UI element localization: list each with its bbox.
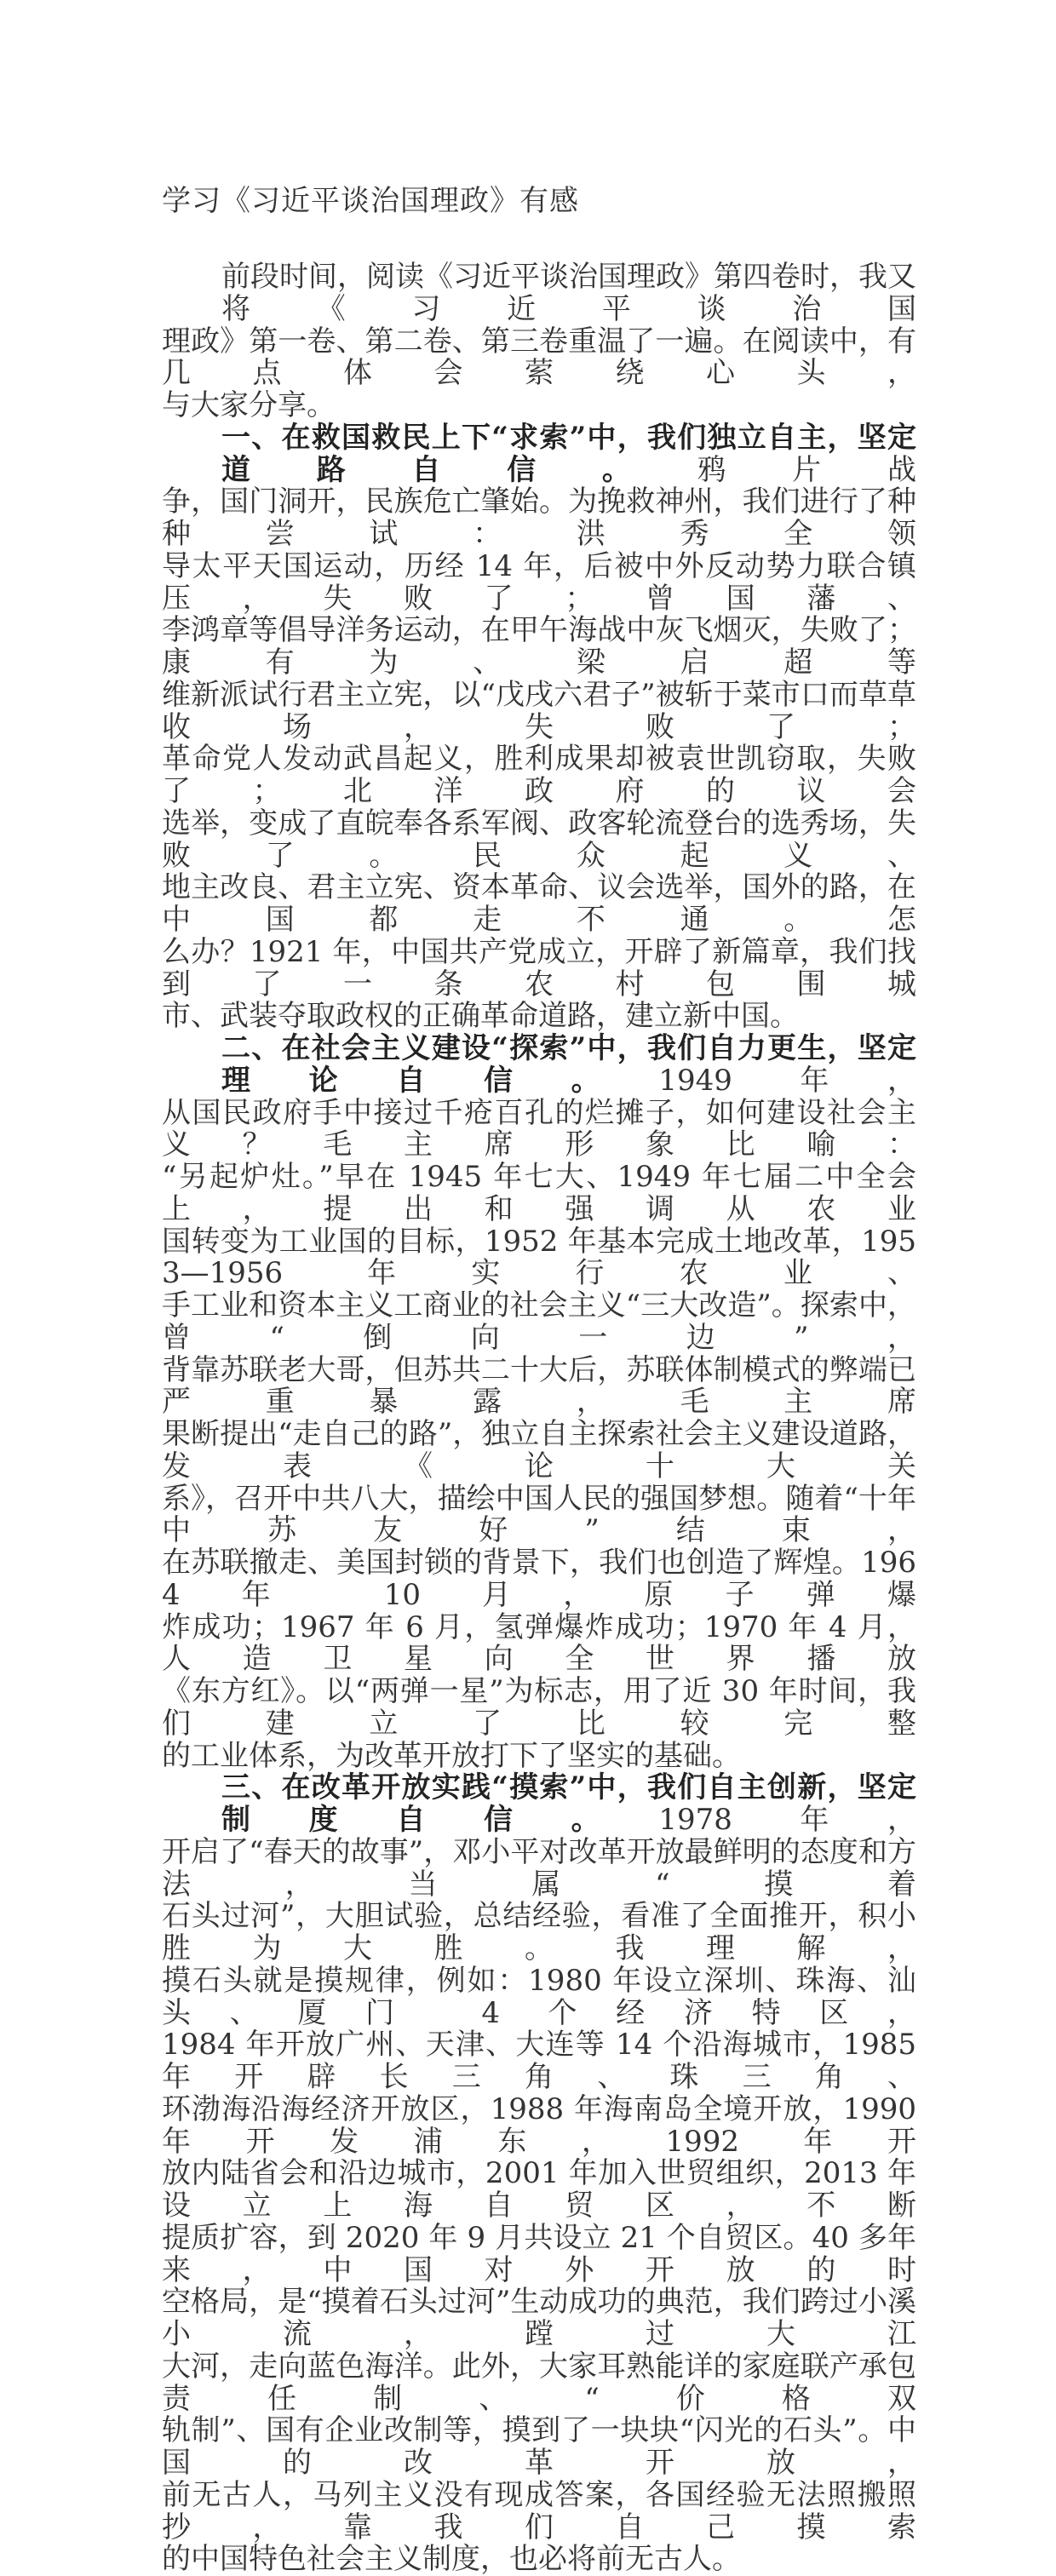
line-text: 石头过河”，大胆试验，总结经验，看准了全面推开，积小胜为大胜。我理解， bbox=[162, 1899, 916, 1965]
text-line bbox=[162, 1001, 916, 1033]
text-line bbox=[162, 2286, 916, 2351]
paragraph bbox=[162, 1772, 916, 2576]
line-text: 空格局，是“摸着石头过河”生动成功的典范，我们跨过小溪小流，蹚过大江 bbox=[162, 2285, 916, 2351]
text-line bbox=[162, 1226, 916, 1291]
text-line bbox=[162, 1483, 916, 1548]
text-line bbox=[162, 2029, 916, 2094]
line-text: 1978 年， bbox=[658, 1803, 916, 1837]
paragraph bbox=[162, 261, 916, 422]
line-text: 么办？1921 年，中国共产党成立，开辟了新篇章，我们找到了一条农村包围城 bbox=[162, 934, 916, 1001]
text-line bbox=[162, 1676, 916, 1741]
line-text: 放内陆省会和沿边城市，2001 年加入世贸组织，2013 年设立上海自贸区，不断 bbox=[162, 2156, 916, 2223]
text-line bbox=[162, 422, 916, 487]
line-text: 维新派试行君主立宪，以“戊戌六君子”被斩于菜市口而草草收场，失败了； bbox=[162, 677, 916, 744]
line-text: 鸦片战 bbox=[697, 452, 917, 487]
line-text: 争，国门洞开，民族危亡肇始。为挽救神州，我们进行了种种尝试：洪秀全领 bbox=[162, 485, 916, 551]
line-text: 系》，召开中共八大，描绘中国人民的强国梦想。随着“十年中苏友好”结束， bbox=[162, 1481, 916, 1548]
line-text: 环渤海沿海经济开放区，1988 年海南岛全境开放，1990 年开发浦东，1992 年开 bbox=[162, 2091, 916, 2159]
text-line bbox=[162, 1352, 916, 1420]
text-line bbox=[162, 2351, 916, 2416]
text-line bbox=[162, 1547, 916, 1612]
line-text: 选举，变成了直皖奉各系军阀、政客轮流登台的选秀场，失败了。民众起义、 bbox=[162, 806, 916, 873]
line-text: 提质扩容，到 2020 年 9 月共设立 21 个自贸区。40 多年来，中国对外开放的时 bbox=[162, 2220, 916, 2287]
text-line bbox=[162, 548, 916, 616]
line-text: 理政》第一卷、第二卷、第三卷重温了一遍。在阅读中，有几点体会萦绕心头， bbox=[162, 324, 916, 391]
text-line bbox=[162, 326, 916, 391]
text-line bbox=[162, 1419, 916, 1483]
line-text: 大河，走向蓝色海洋。此外，大家耳熟能详的家庭联产承包责任制、“价格双 bbox=[162, 2349, 916, 2416]
line-text: 开启了“春天的故事”，邓小平对改革开放最鲜明的态度和方法，当属“摸着 bbox=[162, 1834, 916, 1902]
section-heading: 一、在救国救民上下“求索”中，我们独立自主，坚定道路自信。 bbox=[221, 420, 916, 487]
line-text: 地主改良、君主立宪、资本革命、议会选举，国外的路，在中国都走不通。怎 bbox=[162, 870, 916, 937]
line-text: 革命党人发动武昌起义，胜利成果却被袁世凯窃取，失败了；北洋政府的议会 bbox=[162, 742, 916, 808]
line-text: 与大家分享。 bbox=[162, 388, 336, 422]
text-line bbox=[162, 1290, 916, 1355]
text-line bbox=[162, 1609, 916, 1677]
line-text: 的工业体系，为改革开放打下了坚实的基础。 bbox=[162, 1738, 741, 1773]
text-line bbox=[162, 390, 916, 422]
line-text: 手工业和资本主义工商业的社会主义“三大改造”。探索中，曾“倒向一边”， bbox=[162, 1288, 916, 1355]
text-line bbox=[162, 677, 916, 744]
document-body bbox=[162, 261, 916, 2576]
text-line bbox=[162, 1965, 916, 2030]
text-line bbox=[162, 1901, 916, 1965]
line-text: 1949 年， bbox=[658, 1063, 916, 1098]
text-line bbox=[162, 2544, 916, 2576]
line-text: 摸石头就是摸规律，例如：1980 年设立深圳、珠海、汕头、厦门 4 个经济特区， bbox=[162, 1963, 916, 2030]
text-line bbox=[162, 2091, 916, 2159]
text-line bbox=[162, 2415, 916, 2480]
text-line bbox=[162, 1162, 916, 1226]
line-text: 在苏联撤走、美国封锁的背景下，我们也创造了辉煌。1964 年 10 月，原子弹爆 bbox=[162, 1546, 916, 1612]
text-line bbox=[162, 1738, 916, 1773]
line-text: 背靠苏联老大哥，但苏共二十大后，苏联体制模式的弊端已严重暴露，毛主席 bbox=[162, 1352, 916, 1420]
line-text: “另起炉灶。”早在 1945 年七大、1949 年七届二中全会上，提出和强调从农业 bbox=[162, 1160, 916, 1226]
paragraph bbox=[162, 1033, 916, 1772]
text-line bbox=[162, 2477, 916, 2544]
section-heading: 二、在社会主义建设“探索”中，我们自力更生，坚定理论自信。 bbox=[221, 1031, 916, 1098]
line-text: 1984 年开放广州、天津、大连等 14 个沿海城市，1985 年开辟长三角、珠三角、 bbox=[162, 2028, 916, 2094]
text-line bbox=[162, 1095, 916, 1162]
line-text: 国转变为工业国的目标，1952 年基本完成土地改革，1953—1956 年实行农业、 bbox=[162, 1224, 916, 1291]
line-text: 的中国特色社会主义制度，也必将前无古人。 bbox=[162, 2542, 741, 2576]
line-text: 《东方红》。以“两弹一星”为标志，用了近 30 年时间，我们建立了比较完整 bbox=[162, 1674, 916, 1741]
line-text: 果断提出“走自己的路”，独立自主探索社会主义建设道路，发表《论十大关 bbox=[162, 1417, 916, 1483]
line-text: 李鸿章等倡导洋务运动，在甲午海战中灰飞烟灭，失败了；康有为、梁启超等 bbox=[162, 613, 916, 680]
line-text: 炸成功；1967 年 6 月，氢弹爆炸成功；1970 年 4 月，人造卫星向全世界播放 bbox=[162, 1609, 916, 1677]
text-line bbox=[162, 2220, 916, 2287]
line-text: 轨制”、国有企业改制等，摸到了一块块“闪光的石头”。中国的改革开放， bbox=[162, 2413, 916, 2480]
text-line bbox=[162, 1834, 916, 1902]
text-line bbox=[162, 615, 916, 680]
line-text: 前段时间，阅读《习近平谈治国理政》第四卷时，我又将《习近平谈治国 bbox=[221, 260, 916, 326]
line-text: 市、武装夺取政权的正确革命道路，建立新中国。 bbox=[162, 999, 799, 1034]
paragraph bbox=[162, 422, 916, 1033]
line-text: 前无古人，马列主义没有现成答案，各国经验无法照搬照抄，靠我们自己摸索 bbox=[162, 2477, 916, 2544]
text-line bbox=[162, 808, 916, 873]
line-text: 导太平天国运动，历经 14 年，后被中外反动势力联合镇压，失败了；曾国藩、 bbox=[162, 548, 916, 616]
text-line bbox=[162, 1033, 916, 1098]
text-line bbox=[162, 1772, 916, 1837]
line-text: 从国民政府手中接过千疮百孔的烂摊子，如何建设社会主义？毛主席形象比喻： bbox=[162, 1095, 916, 1162]
document-title: 学习《习近平谈治国理政》有感 bbox=[162, 184, 579, 218]
text-line bbox=[162, 934, 916, 1001]
text-line bbox=[162, 2158, 916, 2223]
text-line bbox=[162, 743, 916, 808]
text-line bbox=[162, 261, 916, 326]
text-line bbox=[162, 872, 916, 937]
section-heading: 三、在改革开放实践“摸索”中，我们自主创新，坚定制度自信。 bbox=[221, 1770, 916, 1837]
text-line bbox=[162, 486, 916, 551]
